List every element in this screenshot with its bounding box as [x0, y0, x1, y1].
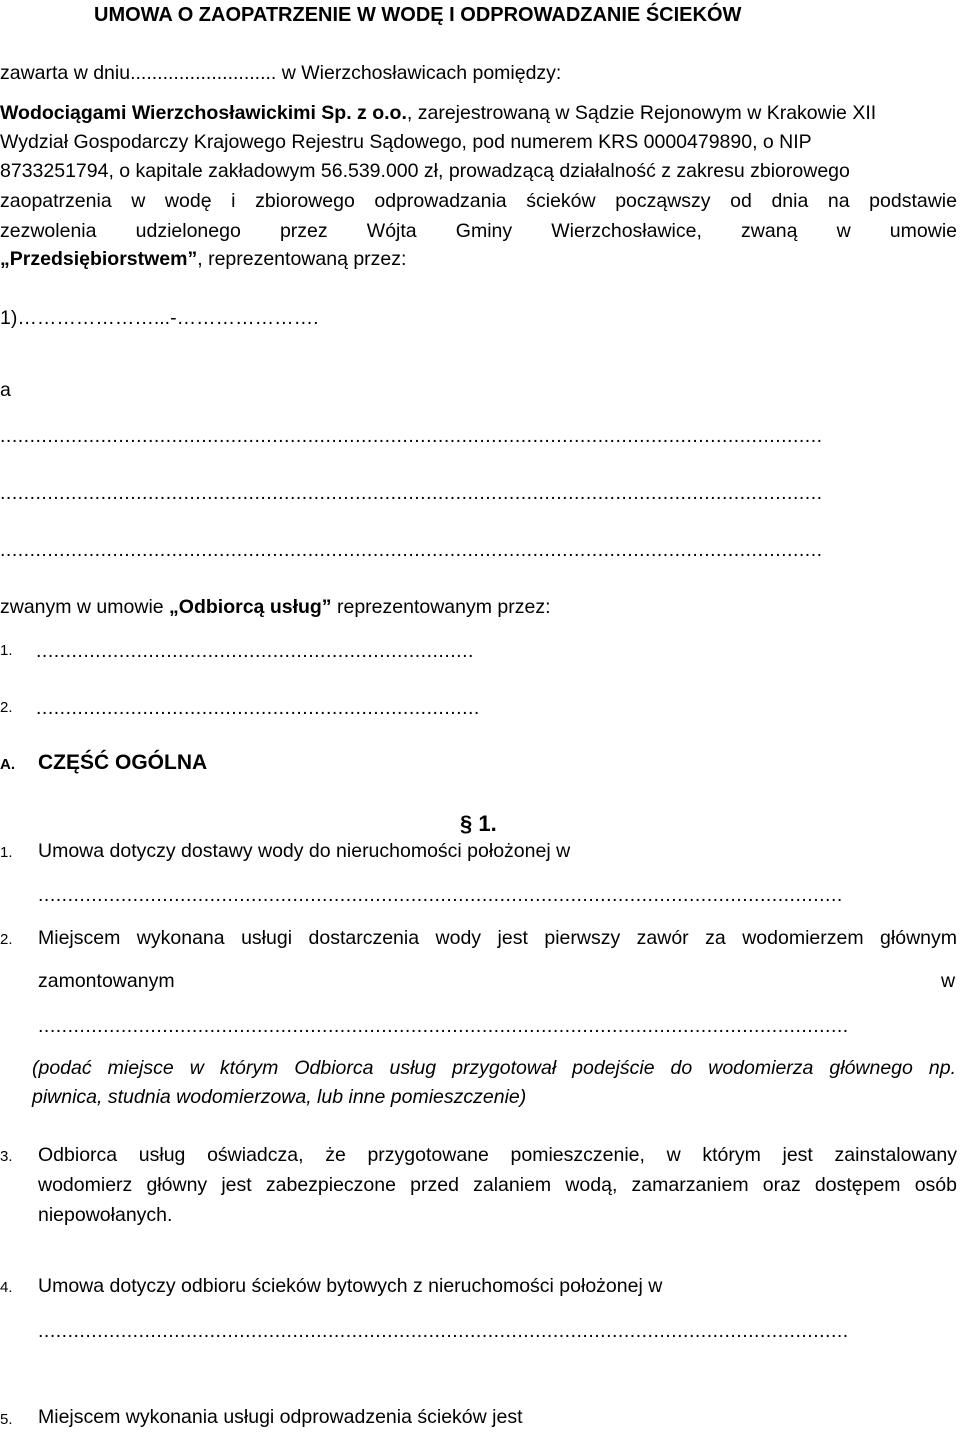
blank-line-3: ........................................................................................................................................... [0, 539, 823, 561]
item-5-text: Miejscem wykonania usługi odprowadzenia ścieków jest [38, 1406, 523, 1428]
item-3-text: Odbiorca usług oświadcza, że przygotowane pomieszczenie, w którym jest zainstalowany [38, 1144, 957, 1166]
note-line-2: piwnica, studnia wodomierzowa, lub inne pomieszczenie) [32, 1086, 527, 1108]
representative-1: 1)…………………...-…………………. [0, 307, 319, 329]
intro-line-6: zezwolenia udzielonego przez Wójta Gminy Wierzchosławice, zwaną w umowie [0, 220, 957, 242]
part-a-heading: CZĘŚĆ OGÓLNA [38, 751, 208, 774]
item-4-text: Umowa dotyczy odbioru ścieków bytowych z nieruchomości położonej w [38, 1275, 663, 1297]
recipient-label: „Odbiorcą usług” [169, 596, 332, 618]
item-3-text-3: niepowołanych. [38, 1204, 173, 1226]
note-line-1: (podać miejsce w którym Odbiorca usług przygotował podejście do wodomierza głównego np. [32, 1057, 956, 1079]
item-3-number: 3. [0, 1148, 13, 1165]
item-1-dots: ........................................................................................................................................ [38, 884, 843, 906]
paragraph-1-mark: § 1. [460, 811, 497, 836]
intro-line-7 [0, 246, 406, 272]
represented-by: , reprezentowaną przez: [197, 248, 407, 270]
recipient-prefix: zwanym w umowie [0, 596, 170, 618]
intro-line-5: zaopatrzenia w wodę i zbiorowego odprowadzania ścieków począwszy od dnia na podstawie [0, 190, 957, 212]
recipient-line [0, 594, 551, 620]
recipient-rep-1-dots: .......................................................................... [36, 640, 474, 662]
item-2-dots: ......................................................................................................................................... [38, 1015, 849, 1037]
company-registration: , zarejestrowaną w Sądzie Rejonowym w Krakowie XII [406, 102, 877, 124]
blank-line-2: ........................................................................................................................................... [0, 482, 823, 504]
blank-line-1: ........................................................................................................................................... [0, 425, 823, 447]
and-label: a [0, 379, 11, 401]
item-1-text: Umowa dotyczy dostawy wody do nieruchomości położonej w [38, 840, 571, 862]
item-3-text-2: wodomierz główny jest zabezpieczone przed zalaniem wodą, zamarzaniem oraz dostępem osób [38, 1174, 957, 1196]
intro-company-line [0, 100, 876, 126]
recipient-rep-2-number: 2. [0, 699, 13, 716]
part-a-letter: A. [0, 756, 15, 773]
recipient-rep-1-number: 1. [0, 642, 13, 659]
document-title: UMOWA O ZAOPATRZENIE W WODĘ I ODPROWADZANIE ŚCIEKÓW [94, 4, 742, 26]
intro-date-line: zawarta w dniu........................... w Wierzchosławicach pomiędzy: [0, 62, 562, 84]
recipient-rep-2-dots: ........................................................................... [36, 697, 480, 719]
item-5-number: 5. [0, 1411, 13, 1428]
item-2-text: Miejscem wykonana usługi dostarczenia wody jest pierwszy zawór za wodomierzem głównym [38, 927, 957, 949]
intro-line-4: 8733251794, o kapitale zakładowym 56.539.000 zł, prowadzącą działalność z zakresu zbiorowego [0, 160, 850, 182]
intro-line-3: Wydział Gospodarczy Krajowego Rejestru Sądowego, pod numerem KRS 0000479890, o NIP [0, 131, 812, 153]
recipient-suffix: reprezentowanym przez: [331, 596, 551, 618]
item-4-number: 4. [0, 1279, 13, 1296]
item-2-in: w [941, 970, 956, 992]
company-name: Wodociągami Wierzchosławickimi Sp. z o.o. [0, 102, 407, 124]
item-1-number: 1. [0, 844, 13, 861]
item-2-mounted: zamontowanym [38, 970, 175, 992]
item-4-dots: ......................................................................................................................................... [38, 1320, 849, 1342]
item-2-number: 2. [0, 931, 13, 948]
enterprise-label: „Przedsiębiorstwem” [0, 248, 198, 270]
